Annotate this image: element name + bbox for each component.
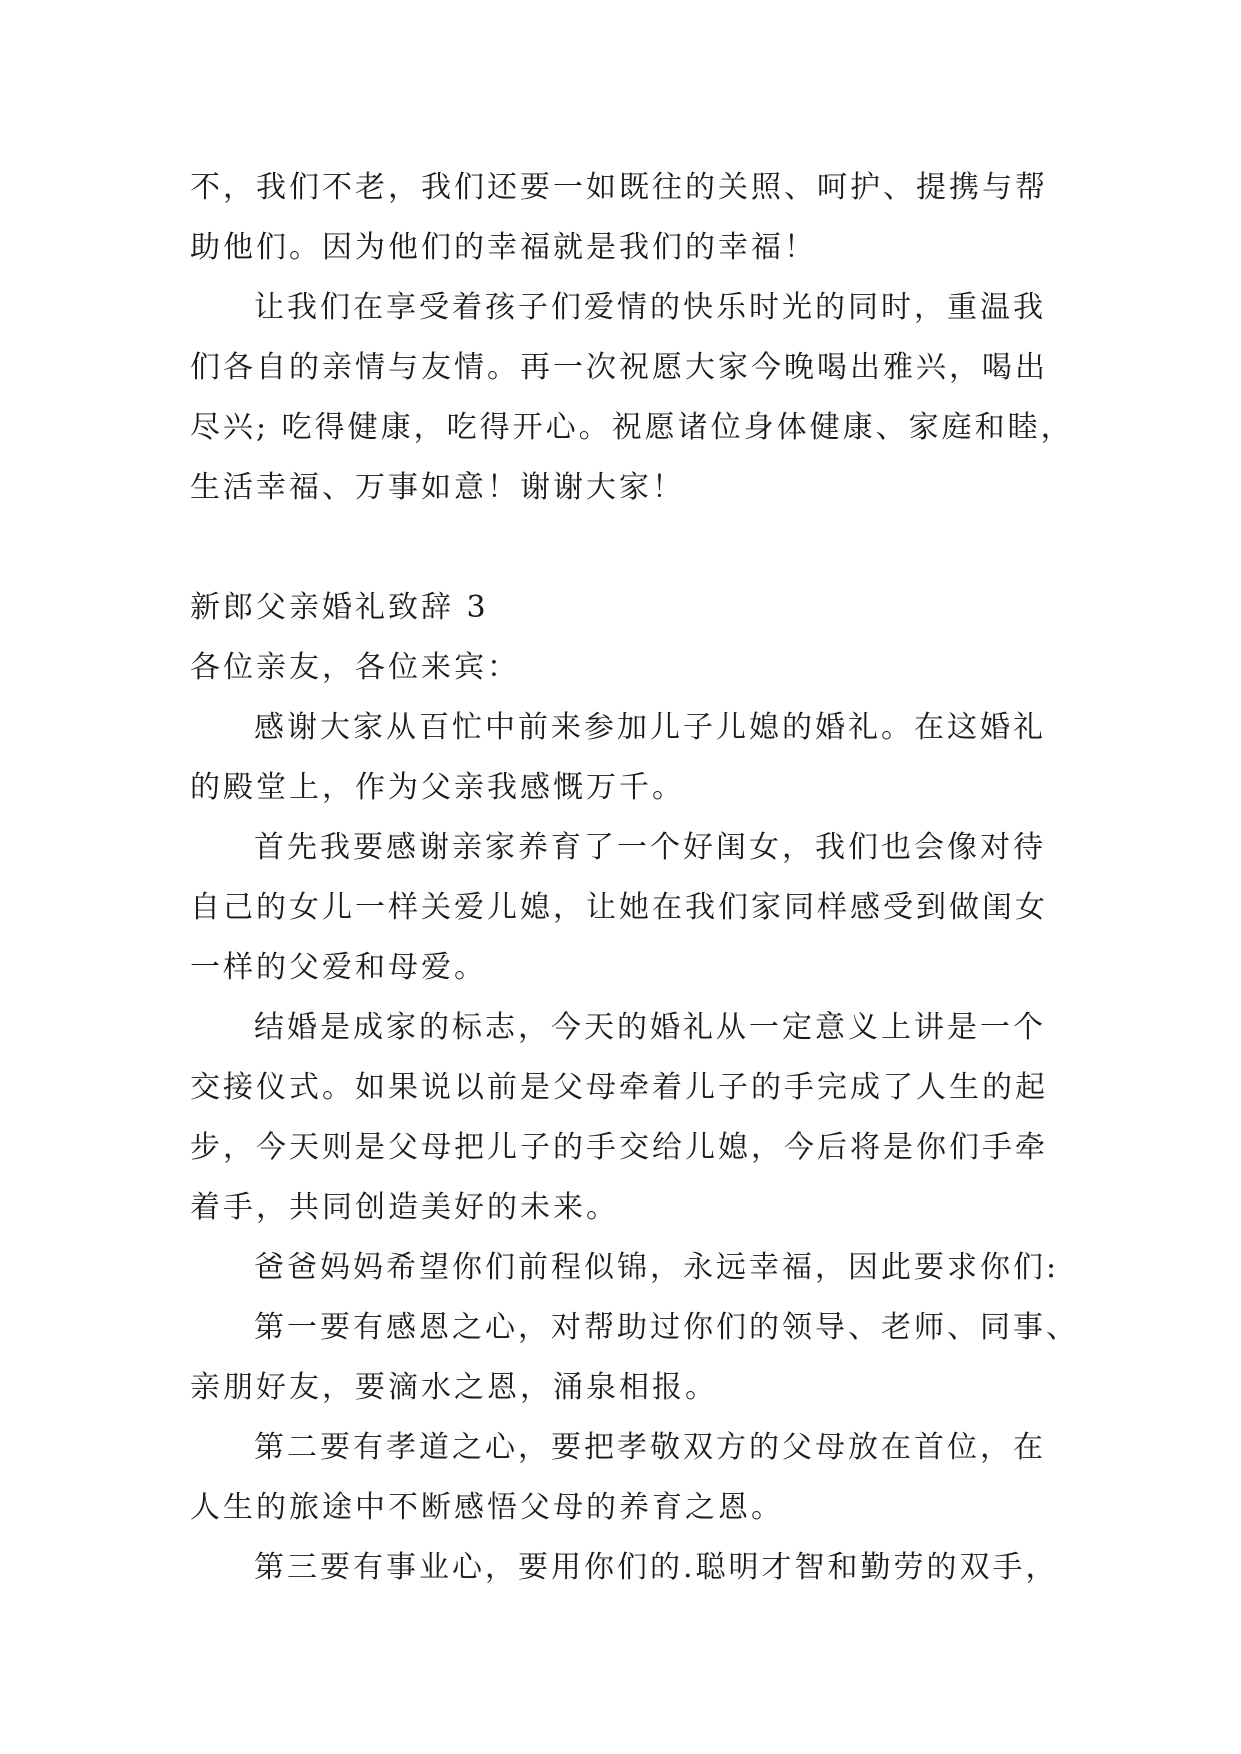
paragraph-line: 步，今天则是父母把儿子的手交给儿媳，今后将是你们手牵 <box>190 1130 1048 1165</box>
paragraph-line: 结婚是成家的标志，今天的婚礼从一定意义上讲是一个 <box>254 1010 1046 1045</box>
paragraph-line: 的殿堂上，作为父亲我感慨万千。 <box>190 770 685 805</box>
paragraph-line: 爸爸妈妈希望你们前程似锦，永远幸福，因此要求你们: <box>254 1250 1060 1285</box>
salutation: 各位亲友，各位来宾： <box>190 650 520 685</box>
paragraph-line: 助他们。因为他们的幸福就是我们的幸福！ <box>190 230 817 265</box>
paragraph-line: 第一要有感恩之心，对帮助过你们的领导、老师、同事、 <box>254 1310 1079 1345</box>
paragraph-line: 一样的父爱和母爱。 <box>190 950 487 985</box>
paragraph-line: 亲朋好友，要滴水之恩，涌泉相报。 <box>190 1370 718 1405</box>
paragraph-line: 们各自的亲情与友情。再一次祝愿大家今晚喝出雅兴，喝出 <box>190 350 1048 385</box>
paragraph-line: 尽兴; 吃得健康，吃得开心。祝愿诸位身体健康、家庭和睦， <box>190 410 1074 445</box>
section-title: 新郎父亲婚礼致辞 3 <box>190 590 489 625</box>
paragraph-line: 人生的旅途中不断感悟父母的养育之恩。 <box>190 1490 784 1525</box>
paragraph-line: 自己的女儿一样关爱儿媳，让她在我们家同样感受到做闺女 <box>190 890 1048 925</box>
paragraph-line: 第三要有事业心，要用你们的.聪明才智和勤劳的双手， <box>254 1550 1059 1585</box>
paragraph-line: 首先我要感谢亲家养育了一个好闺女，我们也会像对待 <box>254 830 1046 865</box>
paragraph-line: 交接仪式。如果说以前是父母牵着儿子的手完成了人生的起 <box>190 1070 1048 1105</box>
document-body <box>190 158 1079 1598</box>
paragraph-line: 感谢大家从百忙中前来参加儿子儿媳的婚礼。在这婚礼 <box>254 710 1046 745</box>
paragraph-line: 着手，共同创造美好的未来。 <box>190 1190 619 1225</box>
paragraph-line: 让我们在享受着孩子们爱情的快乐时光的同时，重温我 <box>254 290 1046 325</box>
blank-line <box>190 518 1052 578</box>
paragraph-line: 第二要有孝道之心，要把孝敬双方的父母放在首位，在 <box>254 1430 1046 1465</box>
paragraph-line: 生活幸福、万事如意！谢谢大家！ <box>190 470 685 505</box>
paragraph-line: 不，我们不老，我们还要一如既往的关照、呵护、提携与帮 <box>190 170 1048 205</box>
